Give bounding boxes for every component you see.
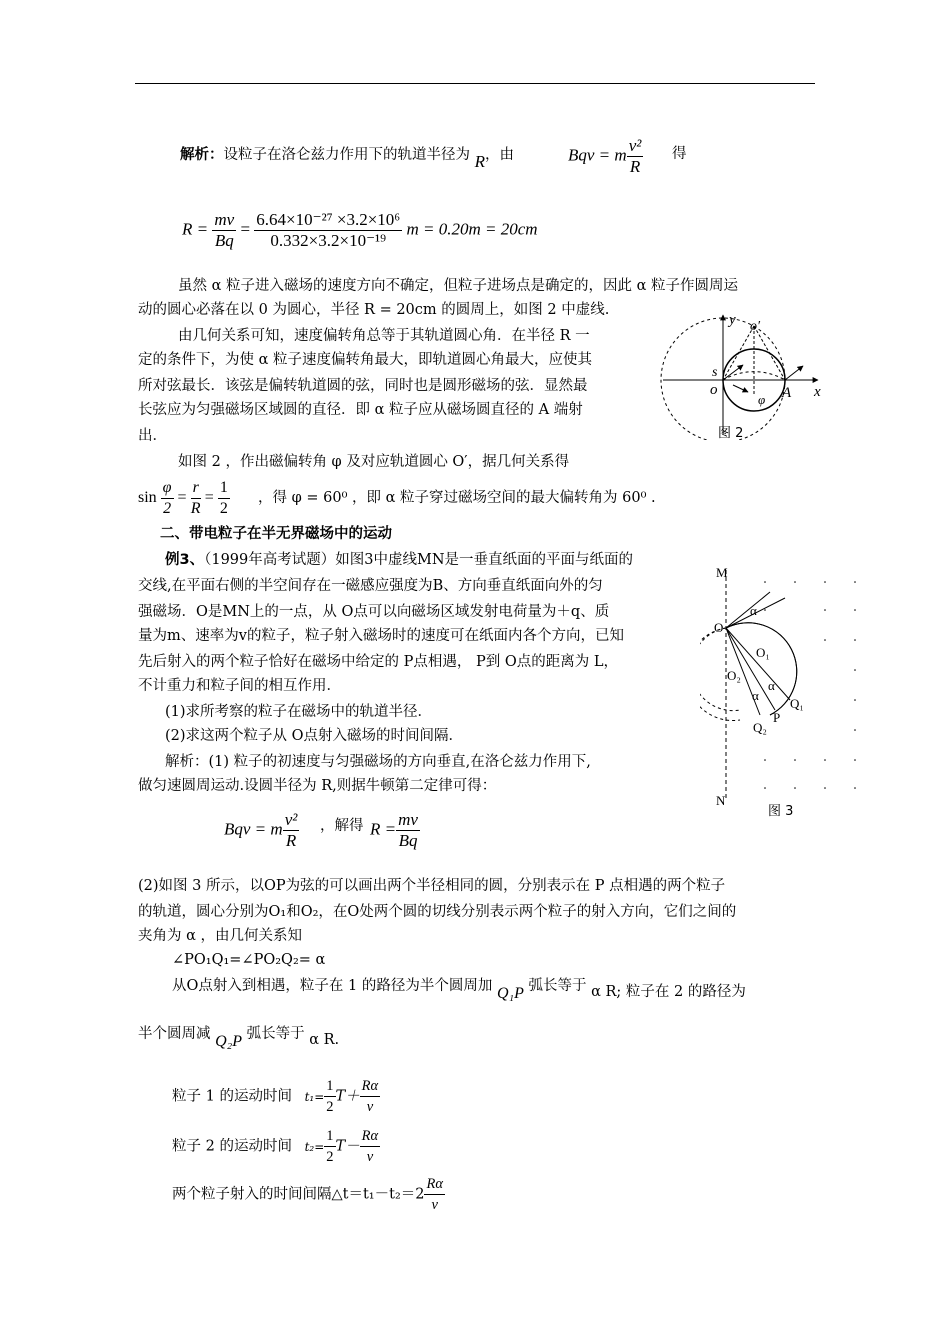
s-label: s [712, 365, 718, 380]
m-label: M [716, 565, 728, 580]
para2-line4: 长弦应为匀强磁场区域圆的直径．即 α 粒子应从磁场圆直径的 A 端射 [138, 402, 583, 418]
figure-3 [700, 560, 870, 810]
example3-line2: 交线,在平面右侧的半空间存在一磁感应强度为B、方向垂直纸面向外的匀 [138, 578, 603, 594]
figure-2 [658, 310, 828, 440]
particle-arrow [733, 385, 748, 392]
x-label: x [814, 384, 821, 400]
t2-equation: 粒子 2 的运动时间 t₂= $\frac{1}{2}$ T－ $\frac{R\alpha}{v}$ [172, 1128, 379, 1165]
header-rule [135, 83, 815, 84]
radius-calculation: R = $\frac{mv}{Bq}$ = $\frac{\text{6.64×10⁻²⁷ ×3.2×10⁶}}{\text{0.332×3.2×10⁻¹⁹}}$ m = 0.20m = 20cm [182, 210, 538, 250]
path2-text: 半个圆周减 Q₂P 弧长等于 α R. [138, 1026, 340, 1050]
example3-line3: 强磁场．O是MN上的一点，从 O点可以向磁场区域发射电荷量为＋q、质 [138, 604, 610, 620]
exit-velocity [785, 366, 803, 380]
origin-label: o [710, 382, 718, 398]
y-label: y [729, 312, 736, 328]
angle-equation: ∠PO₁Q₁=∠PO₂Q₂= α [172, 952, 326, 968]
solve-text: ，解得 [320, 818, 364, 834]
sin-equation: sin $\frac{\varphi}{2}$ = $\frac{r}{R}$ = $\frac{1}{2}$ [138, 479, 228, 517]
para2-line5: 出． [138, 428, 167, 444]
para2-line2: 定的条件下，为使 α 粒子速度偏转角最大，即轨道圆心角最大，应使其 [138, 352, 593, 368]
analysis-intro: 解析：设粒子在洛仑兹力作用下的轨道半径为 R，由 [180, 147, 514, 171]
radius-o-prime [723, 326, 754, 380]
path1-text: 从O点射入到相遇，粒子在 1 的路径为半个圆周加 Q₁P 弧长等于 α R; 粒子在 2 的路径为 [172, 978, 746, 1002]
alpha-label-right: α [768, 678, 775, 693]
question-2: (2)求这两个粒子从 O点射入磁场的时间间隔． [165, 728, 464, 744]
p-label: P [773, 710, 781, 725]
newton-equation: Bqv = m $\frac{\text{v²}}{R}$ [224, 810, 298, 850]
part2-line2: 的轨道，圆心分别为O₁和O₂，在O处两个圆的切线分别表示两个粒子的射入方向，它们之间的 [138, 904, 737, 920]
get-text: 得 [672, 146, 687, 162]
example3-line4: 量为m、速率为v的粒子，粒子射入磁场时的速度可在纸面内各个方向，已知 [138, 628, 624, 644]
part2-line3: 夹角为 α ，由几何关系知 [138, 928, 303, 944]
phi-label: φ [758, 392, 766, 407]
lorentz-equation: Bqv = m $\frac{\text{v²}}{R}$ [568, 136, 642, 176]
example3-line5: 先后射入的两个粒子恰好在磁场中给定的 P点相遇， P到 O点的距离为 L， [138, 654, 618, 670]
example3-line1: 例3、（1999年高考试题）如图3中虚线MN是一垂直纸面的平面与纸面的 [165, 552, 634, 568]
o-prime-label: o′ [750, 319, 761, 334]
figure-3-caption: 图 3 [768, 804, 794, 819]
field-dots [764, 581, 856, 789]
alpha-label-top: α [750, 603, 757, 618]
a-label: A [782, 385, 792, 401]
q2-label: Q₂ [753, 720, 767, 735]
o2-label: O₂ [727, 668, 741, 683]
radius-result: R = $\frac{mv}{Bq}$ [370, 810, 418, 850]
para3-line1: 如图 2 ，作出磁偏转角 φ 及对应轨道圆心 O′，据几何关系得 [178, 454, 570, 470]
para1-line2: 动的圆心必落在以 0 为圆心，半径 R = 20cm 的圆周上，如图 2 中虚线. [138, 302, 610, 318]
para2-line3: 所对弦最长．该弦是偏转轨道圆的弦，同时也是圆形磁场的弦．显然最 [138, 378, 588, 394]
t1-equation: 粒子 1 的运动时间 t₁= $\frac{1}{2}$ T＋ $\frac{R\alpha}{v}$ [172, 1078, 379, 1115]
solution-line1: 解析：(1) 粒子的初速度与匀强磁场的方向垂直,在洛仑兹力作用下, [165, 754, 591, 770]
section-2-title: 二、带电粒子在半无界磁场中的运动 [160, 526, 392, 542]
para2-line1: 由几何关系可知，速度偏转角总等于其轨道圆心角．在半径 R 一 [178, 328, 590, 344]
part2-line1: (2)如图 3 所示，以OP为弦的可以画出两个半径相同的圆，分别表示在 P 点相遇的两个粒子 [138, 878, 726, 894]
example3-line6: 不计重力和粒子间的相互作用． [138, 678, 341, 694]
o1-label: O₁ [756, 645, 770, 660]
question-1: (1)求所考察的粒子在磁场中的轨道半径． [165, 704, 433, 720]
q1-label: Q₁ [790, 696, 804, 711]
figure-2-caption: 图 2 [718, 426, 744, 441]
solution-line2: 做匀速圆周运动.设圆半径为 R,则据牛顿第二定律可得： [138, 778, 497, 794]
o-label: O [714, 620, 724, 635]
time-interval-equation: 两个粒子射入的时间间隔△t＝t₁－t₂＝2 $\frac{R\alpha}{v}$ [172, 1176, 443, 1213]
n-label: N [716, 793, 726, 808]
para1-line1: 虽然 α 粒子进入磁场的速度方向不确定，但粒子进场点是确定的，因此 α 粒子作圆周运 [178, 278, 739, 294]
alpha-label-left: α [752, 688, 759, 703]
sin-result: ，得 φ = 60⁰ ，即 α 粒子穿过磁场空间的最大偏转角为 60⁰ . [258, 490, 656, 506]
